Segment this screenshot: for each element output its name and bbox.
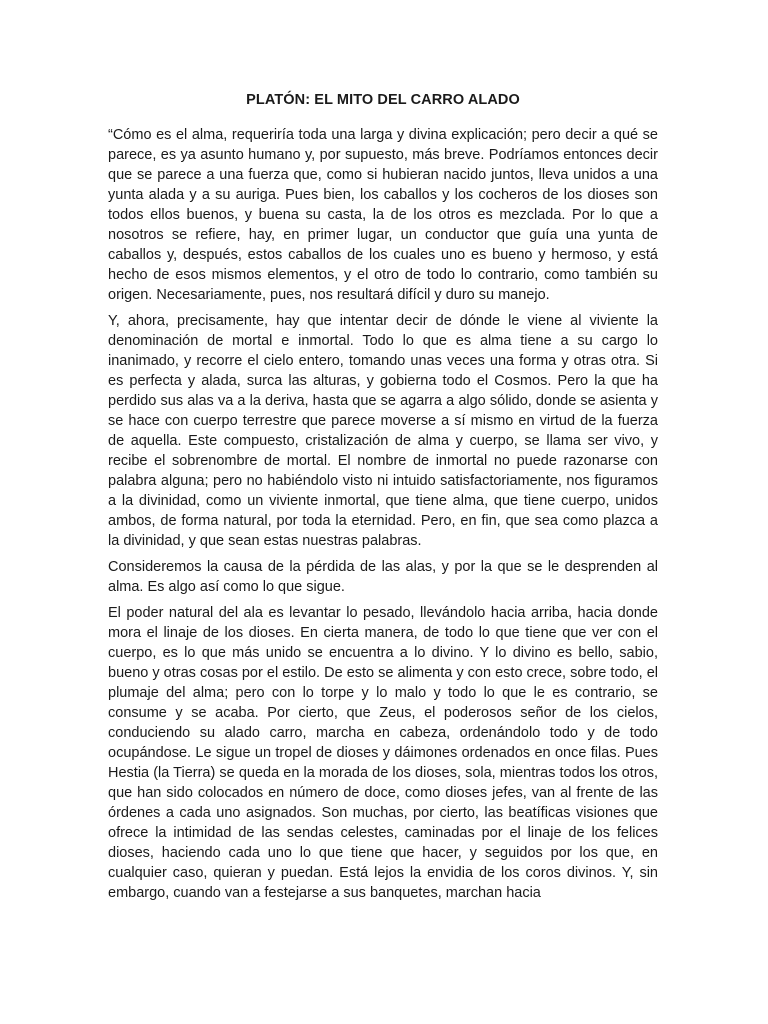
document-title: PLATÓN: EL MITO DEL CARRO ALADO xyxy=(246,92,520,108)
paragraph-2: Y, ahora, precisamente, hay que intentar decir de dónde le viene al viviente la denominación de mortal e inmortal. Todo lo que es alma tiene a su cargo lo inanimado, y recorre el cielo entero, tomando unas veces una forma y otras otra. Si es perfecta y alada, surca las alturas, y gobierna todo el Cosmos. Pero la que ha perdido sus alas va a la deriva, hasta que se agarra a algo sólido, donde se asienta y se hace con cuerpo terrestre que parece moverse a sí mismo en virtud de la fuerza de aquella. Este compuesto, cristalización de alma y cuerpo, se llama ser vivo, y recibe el sobrenombre de mortal. El nombre de inmortal no puede razonarse con palabra alguna; pero no habiéndolo visto ni intuido satisfactoriamente, nos figuramos a la divinidad, como un viviente inmortal, que tiene alma, que tiene cuerpo, unidos ambos, de forma natural, por toda la eternidad. Pero, en fin, que sea como plazca a la divinidad, y que sean estas nuestras palabras. xyxy=(108,313,658,549)
paragraph-3: Consideremos la causa de la pérdida de las alas, y por la que se le desprenden al alma. Es algo así como lo que sigue. xyxy=(108,559,658,595)
paragraph-1: “Cómo es el alma, requeriría toda una larga y divina explicación; pero decir a qué se parece, es ya asunto humano y, por supuesto, más breve. Podríamos entonces decir que se parece a una fuerza que, como si hubieran nacido juntos, lleva unidos a una yunta alada y a su auriga. Pues bien, los caballos y los cocheros de los dioses son todos ellos buenos, y buena su casta, la de los otros es mezclada. Por lo que a nosotros se refiere, hay, en primer lugar, un conductor que guía una yunta de caballos y, después, estos caballos de los cuales uno es bueno y hermoso, y está hecho de esos mismos elementos, y el otro de todo lo contrario, como también su origen. Necesariamente, pues, nos resultará difícil y duro su manejo. xyxy=(108,127,658,303)
paragraph-4: El poder natural del ala es levantar lo pesado, llevándolo hacia arriba, hacia donde mora el linaje de los dioses. En cierta manera, de todo lo que tiene que ver con el cuerpo, es lo que más unido se encuentra a lo divino. Y lo divino es bello, sabio, bueno y otras cosas por el estilo. De esto se alimenta y con esto crece, sobre todo, el plumaje del alma; pero con lo torpe y lo malo y todo lo que le es contrario, se consume y se acaba. Por cierto, que Zeus, el poderosos señor de los cielos, conduciendo su alado carro, marcha en cabeza, ordenándolo todo y de todo ocupándose. Le sigue un tropel de dioses y dáimones ordenados en once filas. Pues Hestia (la Tierra) se queda en la morada de los dioses, sola, mientras todos los otros, que han sido colocados en número de doce, como dioses jefes, van al frente de las órdenes a cada uno asignados. Son muchas, por cierto, las beatíficas visiones que ofrece la intimidad de las sendas celestes, caminadas por el linaje de los felices dioses, haciendo cada uno lo que tiene que hacer, y seguidos por los que, en cualquier caso, quieran y puedan. Está lejos la envidia de los coros divinos. Y, sin embargo, cuando van a festejarse a sus banquetes, marchan hacia xyxy=(108,605,658,901)
